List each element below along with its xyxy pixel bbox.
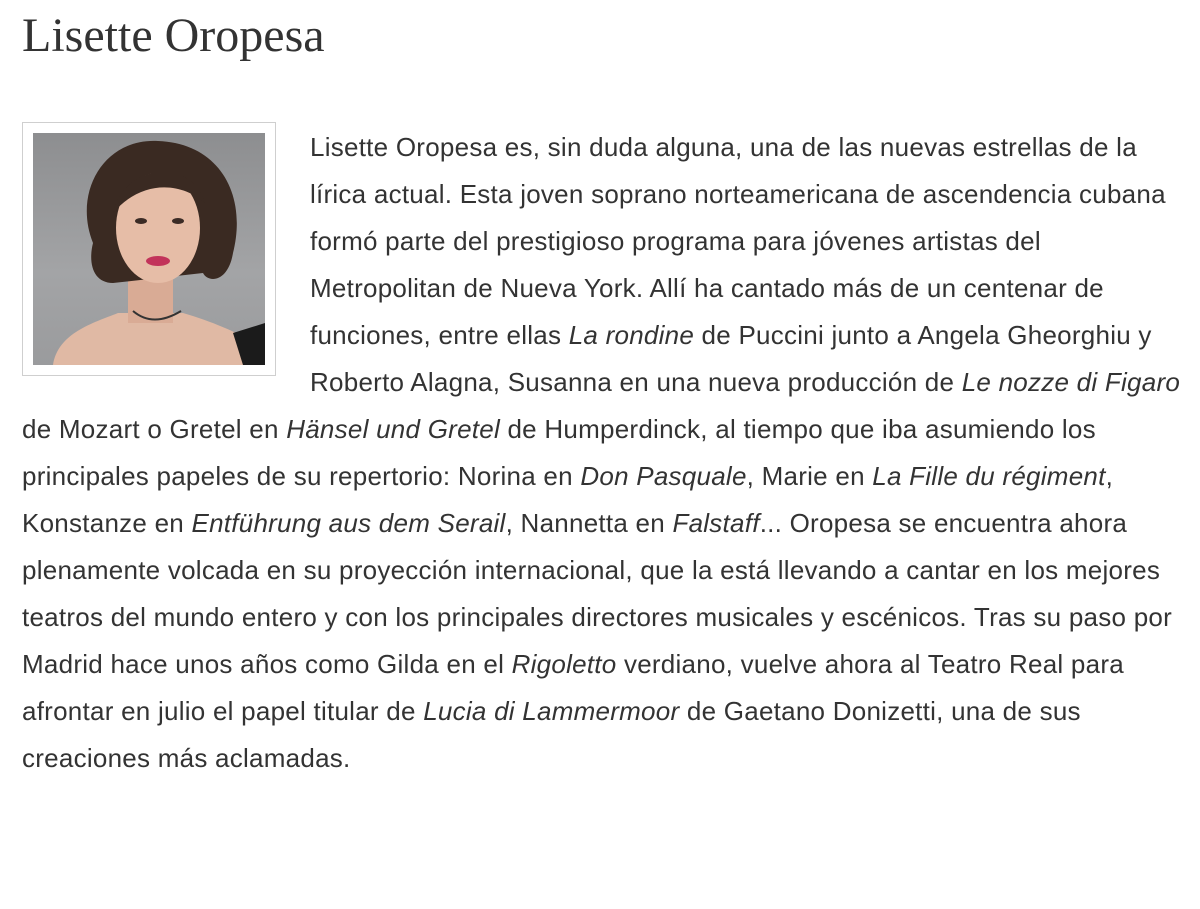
work-title: Hänsel und Gretel — [286, 414, 500, 444]
body-text: ... Oropesa se encuentra ahora plenamente volcada en su proyección internacional, que la está llevando a cantar en los mejores teatros del mundo entero y con los principales directores musicales y escénicos. Tras su paso por Madrid hace unos años como Gilda en el — [22, 508, 1173, 679]
work-title: La rondine — [568, 320, 695, 350]
body-text: , Konstanze en — [22, 461, 1114, 538]
portrait-frame — [22, 122, 276, 376]
work-title: La Fille du régiment — [872, 461, 1106, 491]
portrait-photo — [33, 133, 265, 365]
article-body — [22, 124, 1194, 782]
body-text: , Marie en — [746, 461, 873, 491]
body-text: de Humperdinck, al tiempo que iba asumiendo los principales papeles de su repertorio: Norina en — [22, 414, 1096, 491]
body-text: , Nannetta en — [505, 508, 673, 538]
work-title: Rigoletto — [511, 649, 617, 679]
work-title: Le nozze di Figaro — [961, 367, 1181, 397]
body-text: de Puccini junto a Angela Gheorghiu y Roberto Alagna, Susanna en una nueva producción de — [310, 320, 1152, 397]
work-title: Entführung aus dem Serail — [191, 508, 506, 538]
portrait-illustration — [33, 133, 265, 365]
work-title: Falstaff — [672, 508, 760, 538]
page-title: Lisette Oropesa — [22, 9, 325, 62]
body-text: Lisette Oropesa es, sin duda alguna, una de las nuevas estrellas de la lírica actual. Esta joven soprano norteamericana de ascendencia cubana formó parte del prestigioso programa para jóvenes artistas del Metropolitan de Nueva York. Allí ha cantado más de un centenar de funciones, entre ellas — [310, 132, 1166, 350]
body-text: de Gaetano Donizetti, una de sus creaciones más aclamadas. — [22, 696, 1081, 773]
work-title: Don Pasquale — [580, 461, 747, 491]
body-text: de Mozart o Gretel en — [22, 414, 287, 444]
work-title: Lucia di Lammermoor — [423, 696, 680, 726]
body-text: verdiano, vuelve ahora al Teatro Real para afrontar en julio el papel titular de — [22, 649, 1124, 726]
